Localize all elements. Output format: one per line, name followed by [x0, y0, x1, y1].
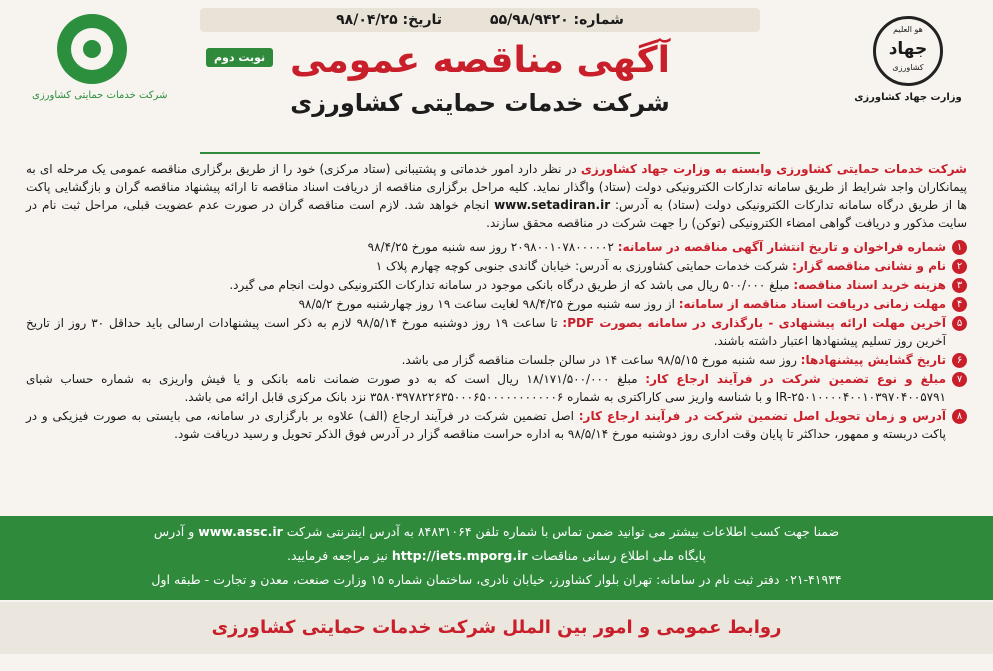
- item-number-badge: ۵: [952, 316, 967, 331]
- jahad-emblem-icon: [873, 16, 943, 86]
- round-badge: نوبت دوم: [206, 48, 273, 67]
- jahad-logo-mid-text: جهاد: [888, 39, 928, 59]
- item-text: مبلغ ۵۰۰/۰۰۰ ریال می باشد که از طریق درگاه بانکی موجود در سامانه تدارکات الکترونیکی دولت انجام می گیرد.: [229, 278, 794, 292]
- ministry-logo-caption: وزارت جهاد کشاورزی: [854, 92, 962, 103]
- header: [200, 8, 760, 156]
- item-text: ۲۰۹۸۰۰۱۰۷۸۰۰۰۰۰۲ روز سه شنبه مورخ ۹۸/۴/۲۵: [367, 240, 618, 254]
- setadiran-link[interactable]: www.setadiran.ir: [494, 198, 611, 212]
- assc-logo: [32, 14, 168, 114]
- item-text: مبلغ ۱۸/۱۷۱/۵۰۰/۰۰۰ ریال است که به دو صورت ضمانت نامه بانکی و یا فیش واریزی به شماره حساب شبای IR-۲۵۰۱۰۰۰۰۴۰۰۱۰۳۹۷۰۴۰۰۵۷۹۱ و با شناسه واریز سی کاراکتری به شماره ۳۵۸۰۳۹۷۸۲۲۶۳۵۰۰۰۶۵۰۰۰۰۰۰۰۰۰۰۰۶ نزد بانک مرکزی قابل ارائه می باشد.: [26, 372, 946, 404]
- ministry-logo: [853, 16, 963, 114]
- list-item: [26, 370, 967, 406]
- assc-emblem-icon: [57, 14, 127, 84]
- page-title-text: آگهی مناقصه عمومی: [290, 40, 670, 81]
- footer-line-3: ۰۲۱-۴۱۹۳۴ دفتر ثبت نام در سامانه: تهران بلوار کشاورز، خیابان نادری، ساختمان شماره ۱۵ وزارت صنعت، معدن و تجارت - طبقه اول: [151, 572, 842, 587]
- item-number-badge: ۴: [952, 297, 967, 312]
- page-title: [200, 40, 760, 81]
- ref-row: [200, 8, 760, 32]
- jahad-logo-bottom-text: کشاورزی: [892, 63, 924, 72]
- item-number-badge: ۳: [952, 278, 967, 293]
- footer-line-1: ضمنا جهت کسب اطلاعات بیشتر می توانید ضمن تماس با شماره تلفن ۸۴۸۳۱۰۶۴ به آدرس اینترنتی شرکت www.assc.ir و آدرس: [153, 524, 840, 539]
- ref-number: شماره: ۵۵/۹۸/۹۴۲۰: [490, 12, 624, 28]
- list-item: [26, 314, 967, 350]
- assc-logo-caption: شرکت خدمات حمایتی کشاورزی: [32, 90, 168, 101]
- intro-text: در نظر دارد امور خدماتی و پشتیبانی (ستاد مرکزی) خود را از طریق برگزاری مناقصه عمومی یک مرحله ای به پیمانکاران واجد شرایط از طریق سامانه تدارکات الکترونیکی دولت (ستاد) واگذار نماید. کلیه مراحل برگزاری مناقصه از دریافت اسناد مناقصه تا ارائه پیشنهاد مناقصه گران و بازگشایی پاکت ها از طریق درگاه سامانه تدارکات الکترونیکی دولت (ستاد) به آدرس:: [26, 162, 967, 212]
- list-item: [26, 238, 967, 256]
- item-text: اصل تضمین شرکت در فرآیند ارجاع (الف) علاوه بر بارگزاری در سامانه، می بایستی به صورت فیزیکی و در پاکت دربسته و ممهور، حداکثر تا پایان وقت اداری روز دوشنبه مورخ ۹۸/۵/۱۴ به اداره حراست مناقصه گزار در آدرس فوق الذکر تحویل و رسید دریافت شود.: [26, 409, 946, 441]
- list-item: [26, 407, 967, 443]
- item-label: شماره فراخوان و تاریخ انتشار آگهی مناقصه در سامانه:: [617, 240, 946, 254]
- assc-link[interactable]: www.assc.ir: [198, 524, 283, 539]
- company-subtitle: شرکت خدمات حمایتی کشاورزی: [290, 89, 670, 117]
- list-item: [26, 351, 967, 369]
- item-number-badge: ۷: [952, 372, 967, 387]
- ref-date: تاریخ: ۹۸/۰۴/۲۵: [336, 12, 443, 28]
- public-relations-signature: روابط عمومی و امور بین الملل شرکت خدمات حمایتی کشاورزی: [0, 602, 993, 654]
- list-item: [26, 276, 967, 294]
- jahad-logo-top-text: هو العلیم: [893, 25, 923, 34]
- item-number-badge: ۲: [952, 259, 967, 274]
- item-text: از روز سه شنبه مورخ ۹۸/۴/۲۵ لغایت ساعت ۱۹ روز چهارشنبه مورخ ۹۸/۵/۲: [298, 297, 679, 311]
- item-number-badge: ۶: [952, 353, 967, 368]
- item-text: روز سه شنبه مورخ ۹۸/۵/۱۵ ساعت ۱۴ در سالن جلسات مناقصه گزار می باشد.: [401, 353, 801, 367]
- item-label: آدرس و زمان تحویل اصل تضمین شرکت در فرآیند ارجاع کار:: [578, 409, 946, 423]
- list-item: [26, 257, 967, 275]
- footer-line-2: پایگاه ملی اطلاع رسانی مناقصات http://iets.mporg.ir نیز مراجعه فرمایید.: [287, 548, 706, 563]
- ad-body: [26, 160, 967, 444]
- item-number-badge: ۸: [952, 409, 967, 424]
- item-label: آخرین مهلت ارائه پیشنهادی - بارگذاری در سامانه بصورت PDF:: [562, 316, 947, 330]
- contact-footer: [0, 516, 993, 600]
- intro-paragraph: [26, 160, 967, 232]
- item-label: نام و نشانی مناقصه گزار:: [792, 259, 946, 273]
- intro-text-2: انجام خواهد شد. لازم است مناقصه گران در صورت عدم عضویت قبلی، مراحل ثبت نام در سایت مذکور و دریافت گواهی امضاء الکترونیکی (توکن) را جهت شرکت در مناقصه محقق سازند.: [26, 198, 967, 230]
- iets-link[interactable]: http://iets.mporg.ir: [391, 548, 528, 563]
- item-number-badge: ۱: [952, 240, 967, 255]
- item-label: هزینه خرید اسناد مناقصه:: [793, 278, 946, 292]
- item-label: مبلغ و نوع تضمین شرکت در فرآیند ارجاع کار:: [645, 372, 947, 386]
- conditions-list: [26, 238, 967, 443]
- list-item: [26, 295, 967, 313]
- item-text: شرکت خدمات حمایتی کشاورزی به آدرس: خیابان گاندی جنوبی کوچه چهارم پلاک ۱: [375, 259, 793, 273]
- header-divider: [200, 152, 760, 154]
- item-text: تا ساعت ۱۹ روز دوشنبه مورخ ۹۸/۵/۱۴ لازم به ذکر است پیشنهادات ارسالی باید حداقل ۳۰ روز از تاریخ آخرین روز تسلیم پیشنهادها اعتبار داشته باشند.: [26, 316, 946, 348]
- intro-highlight: شرکت خدمات حمایتی کشاورزی وابسته به وزارت جهاد کشاورزی: [580, 162, 967, 176]
- item-label: تاریخ گشایش پیشنهادها:: [800, 353, 946, 367]
- item-label: مهلت زمانی دریافت اسناد مناقصه از سامانه:: [678, 297, 946, 311]
